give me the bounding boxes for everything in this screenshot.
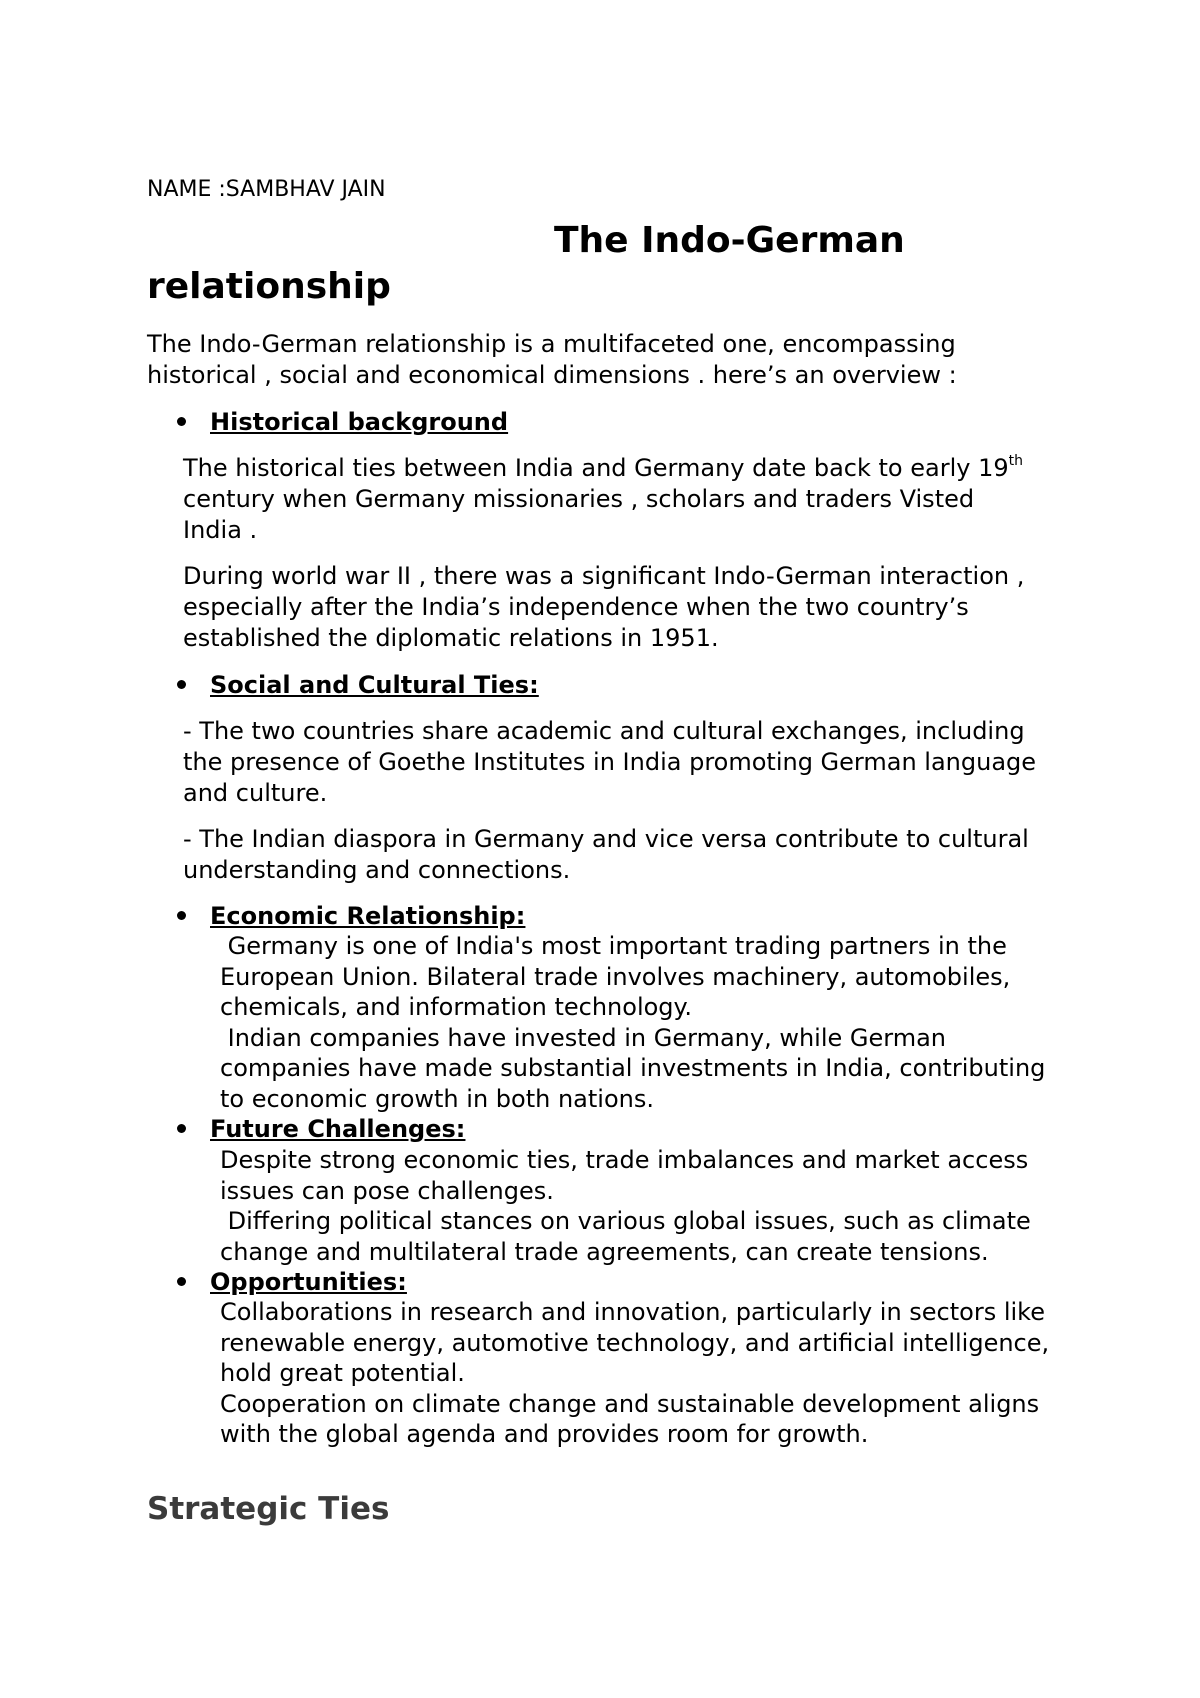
section-heading-strategic-ties: Strategic Ties [147, 1491, 390, 1527]
social-paragraph-2 [183, 824, 1083, 886]
bullet-icon [177, 417, 186, 426]
document-title [147, 218, 1107, 310]
author-name: NAME :SAMBHAV JAIN [147, 177, 386, 202]
heading-label: Social and Cultural Ties: [210, 671, 539, 699]
paragraph-line: Despite strong economic ties, trade imbalances and market access [220, 1146, 1029, 1174]
intro-line: historical , social and economical dimensions . here’s an overview : [147, 361, 957, 389]
heading-label: Opportunities: [210, 1268, 407, 1296]
heading-label: Historical background [210, 408, 509, 436]
bullet-icon [177, 1124, 186, 1133]
paragraph-line: European Union. Bilateral trade involves machinery, automobiles, [220, 962, 1011, 991]
paragraph-line: especially after the India’s independence when the two country’s [183, 593, 969, 621]
intro-paragraph [147, 329, 1097, 391]
title-line-1: The Indo-German [554, 220, 905, 261]
paragraph-line: with the global agenda and provides room for growth. [220, 1420, 869, 1448]
line-text: The historical ties between India and Germany date back to early 19 [183, 454, 1009, 482]
paragraph-line: the presence of Goethe Institutes in India promoting German language [183, 748, 1037, 776]
paragraph-line: chemicals, and information technology. [220, 993, 692, 1021]
paragraph-line: - The Indian diaspora in Germany and vice versa contribute to cultural [183, 825, 1029, 853]
paragraph-line: India . [183, 516, 258, 544]
paragraph-line: issues can pose challenges. [220, 1176, 554, 1205]
future-paragraph [220, 1145, 1100, 1267]
title-line-2: relationship [147, 266, 391, 307]
bullet-icon [177, 911, 186, 920]
superscript-text: th [1008, 453, 1023, 469]
historical-paragraph-1 [183, 453, 1083, 546]
paragraph-line: century when Germany missionaries , scholars and traders Visted [183, 485, 975, 513]
opportunities-paragraph [220, 1297, 1100, 1450]
bullet-icon [177, 1277, 186, 1286]
paragraph-line [183, 453, 1083, 484]
heading-label: Future Challenges: [210, 1115, 466, 1143]
historical-paragraph-2 [183, 561, 1083, 654]
paragraph-line: Germany is one of India's most important trading partners in the [220, 932, 1007, 960]
social-paragraph-1 [183, 716, 1083, 809]
paragraph-line: understanding and connections. [183, 856, 571, 884]
section-heading-historical [177, 407, 508, 438]
paragraph-line: change and multilateral trade agreements, can create tensions. [220, 1237, 989, 1266]
paragraph-line: hold great potential. [220, 1359, 465, 1387]
economic-paragraph [220, 931, 1100, 1114]
paragraph-line: and culture. [183, 779, 328, 807]
paragraph-line: established the diplomatic relations in 1951. [183, 624, 719, 652]
paragraph-line: During world war II , there was a significant Indo-German interaction , [183, 562, 1025, 590]
section-heading-opportunities [177, 1267, 407, 1298]
paragraph-line: companies have made substantial investments in India, contributing [220, 1054, 1046, 1082]
paragraph-line: Cooperation on climate change and sustainable development aligns [220, 1389, 1040, 1418]
section-heading-social [177, 670, 539, 701]
section-heading-future [177, 1114, 465, 1145]
paragraph-line: to economic growth in both nations. [220, 1084, 654, 1113]
paragraph-line: - The two countries share academic and cultural exchanges, including [183, 717, 1025, 745]
paragraph-line: Differing political stances on various global issues, such as climate [220, 1207, 1031, 1235]
bullet-icon [177, 680, 186, 689]
heading-label: Economic Relationship: [210, 902, 526, 930]
intro-line: The Indo-German relationship is a multifaceted one, encompassing [147, 330, 956, 358]
paragraph-line: renewable energy, automotive technology, and artificial intelligence, [220, 1328, 1050, 1357]
paragraph-line: Collaborations in research and innovation, particularly in sectors like [220, 1298, 1045, 1326]
paragraph-line: Indian companies have invested in Germany, while German [220, 1023, 946, 1052]
section-heading-economic [177, 901, 525, 932]
